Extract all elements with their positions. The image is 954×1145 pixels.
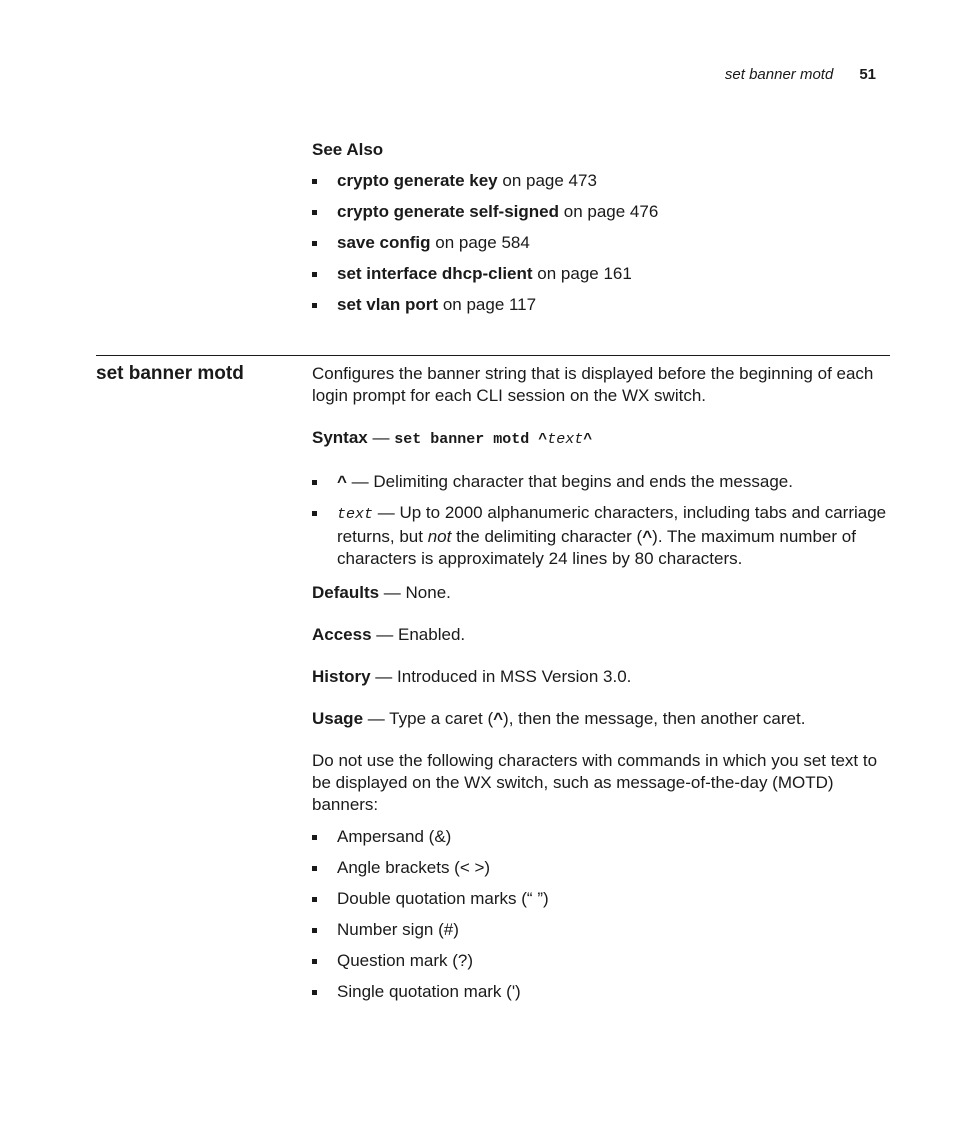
see-also-list <box>312 170 892 316</box>
see-also-command: crypto generate key <box>337 171 498 190</box>
see-also-heading: See Also <box>312 140 384 159</box>
see-also-item[interactable] <box>312 294 892 316</box>
see-also-command: save config <box>337 233 431 252</box>
see-also-item[interactable] <box>312 263 892 285</box>
see-also-command: set interface dhcp-client <box>337 264 533 283</box>
list-item: Number sign (#) <box>312 919 892 941</box>
access-line <box>312 624 892 646</box>
forbidden-list <box>312 826 892 1003</box>
param-term: ^ <box>337 472 347 491</box>
list-item: Ampersand (&) <box>312 826 892 848</box>
usage-line <box>312 708 892 730</box>
syntax-label: Syntax <box>312 428 368 447</box>
param-emphasis: not <box>427 527 452 546</box>
syntax-arg: text <box>547 431 584 448</box>
see-also-ref: on page 473 <box>497 171 597 190</box>
see-also-item[interactable] <box>312 232 892 254</box>
param-list <box>312 471 892 570</box>
syntax-command: set banner motd ^ <box>394 431 548 448</box>
see-also-ref: on page 161 <box>532 264 632 283</box>
see-also-item[interactable] <box>312 170 892 192</box>
history-text: — Introduced in MSS Version 3.0. <box>370 667 632 686</box>
see-also-command: set vlan port <box>337 295 439 314</box>
param-desc: — Delimiting character that begins and ends the message. <box>346 472 793 491</box>
param-desc: ). The maximum number of characters is approximately 24 lines by 80 characters. <box>337 527 856 568</box>
section-divider <box>96 355 890 356</box>
access-label: Access <box>312 625 372 644</box>
see-also-command: crypto generate self-signed <box>337 202 560 221</box>
see-also-item[interactable] <box>312 201 892 223</box>
page-header <box>725 66 876 83</box>
list-item: Question mark (?) <box>312 950 892 972</box>
defaults-label: Defaults <box>312 583 380 602</box>
list-item: Double quotation marks (“ ”) <box>312 888 892 910</box>
param-text <box>312 502 892 570</box>
see-also-ref: on page 117 <box>438 295 537 314</box>
param-desc: — Up to 2000 alphanumeric characters, including tabs and carriage returns, but <box>337 503 887 546</box>
list-item: Single quotation mark (') <box>312 981 892 1003</box>
usage-label: Usage <box>312 709 364 728</box>
history-label: History <box>312 667 371 686</box>
syntax-dash: — <box>367 428 395 447</box>
param-caret <box>312 471 892 493</box>
param-desc: the delimiting character ( <box>451 527 643 546</box>
access-text: — Enabled. <box>371 625 466 644</box>
usage-note: Do not use the following characters with commands in which you set text to be displayed on the WX switch, such as message-of-the-day (MOTD) banners: <box>312 751 878 814</box>
usage-text: ), then the message, then another caret. <box>503 709 806 728</box>
usage-caret: ^ <box>493 709 504 728</box>
syntax-line <box>312 427 892 451</box>
running-title: set banner motd <box>724 66 834 83</box>
description: Configures the banner string that is displayed before the beginning of each login prompt for each CLI session on the WX switch. <box>312 364 874 405</box>
section-body <box>312 363 892 1015</box>
defaults-text: — None. <box>379 583 451 602</box>
section-heading: set banner motd <box>96 363 244 384</box>
param-term: text <box>337 506 374 523</box>
usage-text: — Type a caret ( <box>363 709 494 728</box>
page-number: 51 <box>859 66 876 83</box>
defaults-line <box>312 582 892 604</box>
see-also-section <box>312 138 892 325</box>
syntax-close: ^ <box>583 431 593 448</box>
see-also-ref: on page 584 <box>430 233 530 252</box>
history-line <box>312 666 892 688</box>
list-item: Angle brackets (< >) <box>312 857 892 879</box>
param-caret-ref: ^ <box>642 527 653 546</box>
see-also-ref: on page 476 <box>559 202 659 221</box>
